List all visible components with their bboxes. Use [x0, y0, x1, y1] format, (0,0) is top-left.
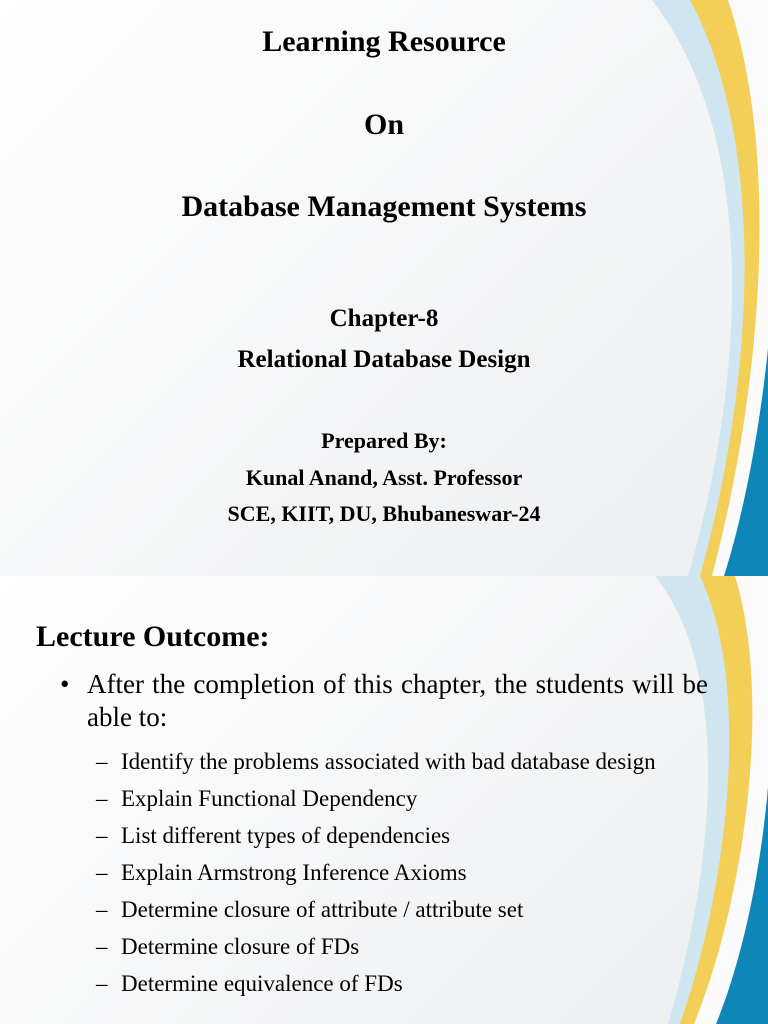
- dash-marker: –: [96, 860, 108, 885]
- chapter-title: Relational Database Design: [237, 346, 531, 373]
- outcome-text: Explain Armstrong Inference Axioms: [121, 860, 467, 885]
- author-affiliation: SCE, KIIT, DU, Bhubaneswar-24: [227, 501, 541, 526]
- outcome-text: Identify the problems associated with bad database design: [121, 749, 656, 774]
- outcome-list: [96, 746, 708, 1005]
- bullet-dot: •: [60, 669, 70, 699]
- list-item: [96, 820, 708, 852]
- list-item: [96, 894, 708, 926]
- outcome-text: Determine equivalence of FDs: [121, 971, 403, 996]
- list-item: [96, 783, 708, 815]
- outcome-text: List different types of dependencies: [121, 823, 451, 848]
- dash-marker: –: [96, 786, 108, 811]
- dash-marker: –: [96, 934, 108, 959]
- title-line-2: On: [363, 108, 405, 141]
- bullet-text: After the completion of this chapter, the students will be able to:: [87, 669, 708, 732]
- list-item: [96, 968, 708, 1000]
- author-name: Kunal Anand, Asst. Professor: [245, 465, 523, 490]
- slide-heading: Lecture Outcome:: [36, 620, 270, 653]
- dash-marker: –: [96, 971, 108, 996]
- prepared-by-label: Prepared By:: [321, 428, 447, 453]
- chapter-number: Chapter-8: [329, 305, 439, 332]
- outcome-text: Determine closure of attribute / attribute set: [121, 897, 524, 922]
- list-item: [96, 857, 708, 889]
- outcome-text: Explain Functional Dependency: [121, 786, 418, 811]
- main-bullet: [60, 668, 708, 734]
- dash-marker: –: [96, 749, 108, 774]
- dash-marker: –: [96, 823, 108, 848]
- title-line-3: Database Management Systems: [181, 190, 587, 223]
- list-item: [96, 931, 708, 963]
- list-item: [96, 746, 708, 778]
- dash-marker: –: [96, 897, 108, 922]
- outcome-text: Determine closure of FDs: [121, 934, 360, 959]
- outcome-slide: [0, 576, 768, 1024]
- title-line-1: Learning Resource: [262, 25, 506, 58]
